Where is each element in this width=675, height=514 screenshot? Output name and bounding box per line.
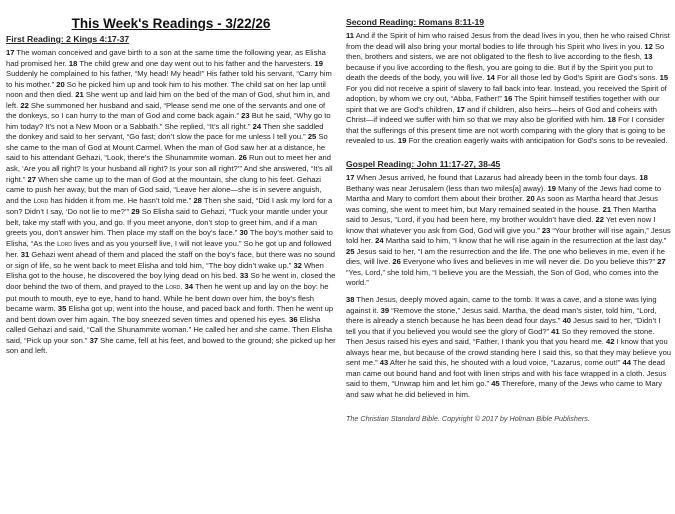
verse-number: 17 [346,173,355,183]
verse-number: 38 [346,295,355,305]
divine-name: Lord [165,284,181,292]
verse-number: 17 [456,104,465,114]
verse-number: 11 [346,31,355,40]
verse-number: 26 [238,153,247,163]
first-reading-text: 17 The woman conceived and gave birth to a son at the same time the following year, as Elisha had promised her. 18 The child grew and one day went out to his father and the harvesters. 19 Suddenly he complained to his father, “My head! My head!” His father told his servant, “Carry him to his mother.” 20 So he picked him up and took him to his mother. The child sat on her lap until noon and then died. 21 She went up and laid him on the bed of the man of God, shut him in, and left. 22 She summoned her husband and said, “Please send me one of the servants and one of the donkeys, so I can hurry to the man of God and come back again.” 23 But he said, “Why go to him today? It’s not a New Moon or a Sabbath.” She replied, “It’s all right.” 24 Then she saddled the donkey and said to her servant, “Go fast; don’t slow the pace for me unless I tell you.” 25 So she came to the man of God at Mount Carmel. When the man of God saw her at a distance, he said to his attendant Gehazi, “Look, there’s the Shunammite woman. 26 Run out to meet her and ask, ‘Are you all right? Is your husband all right? Is your son all right?’” And she answered, “It’s all right.” 27 When she came up to the man of God at the mountain, she clung to his feet. Gehazi came to push her away, but the man of God said, “Leave her alone—she is in severe anguish, and the Lord has hidden it from me. He hasn’t told me.” 28 Then she said, “Did I ask my lord for a son? Didn’t I say, ‘Do not lie to me?’” 29 So Elisha said to Gehazi, “Tuck your mantle under your belt, take my staff with you, and go. If you meet anyone, don’t stop to greet him, and if a man greets you, don’t answer him. Then place my staff on the boy’s face.” 30 The boy’s mother said to Elisha, “As the Lord lives and as you yourself live, I will not leave you.” So he got up and followed her. 31 Gehazi went ahead of them and placed the staff on the boy’s face, but there was no sound or sign of life, so he went back to meet Elisha and told him, “The boy didn’t wake up.” 32 When Elisha got to the house, he discovered the boy lying dead on his bed. 33 So he went in, closed the door behind the two of them, and prayed to the Lord. 34 Then he went up and lay on the boy: he put mouth to mouth, eye to eye, hand to hand. While he bent down over him, the boy’s flesh became warm. 35 Elisha got up, went into the house, and paced back and forth. Then he went up and bent down over him again. The boy sneezed seven times and opened his eyes. 36 Elisha called Gehazi and said, “Call the Shunammite woman.” He called her and she came. Then Elisha said, “Pick up your son.” 37 She came, fell at his feet, and bowed to the ground; she picked up her son and left. [6,48,336,356]
verse-number: 21 [602,204,612,214]
second-reading-heading: Second Reading: Romans 8:11-19 [346,17,485,27]
verse-number: 23 [541,225,551,235]
verse-number: 42 [606,337,615,347]
verse-number: 35 [57,304,67,314]
second-reading-text: 11 And if the Spirit of him who raised Jesus from the dead lives in you, then he who raised Christ from the dead will also bring your mortal bodies to life through his Spirit who lives in you. 12 So then, brothers and sisters, we are not obligated to the flesh to live according to the flesh, 13 because if you live according to the flesh, you are going to die. But if by the Spirit you put to death the deeds of the body, you will live. 14 For all those led by God’s Spirit are God’s sons. 15 For you did not receive a spirit of slavery to fall back into fear. Instead, you received the Spirit of adoption, by whom we cry out, “Abba, Father!” 16 The Spirit himself testifies together with our spirit that we are God’s children, 17 and if children, also heirs—heirs of God and coheirs with Christ—if indeed we suffer with him so that we may also be glorified with him. 18 For I consider that the sufferings of this present time are not worth comparing with the glory that is going to be revealed to us. 19 For the creation eagerly waits with anticipation for God’s sons to be revealed. [346,31,670,146]
verse-number: 37 [89,335,99,345]
verse-number: 41 [551,326,560,336]
verse-number: 19 [547,183,556,193]
footnote-link[interactable]: [a] [512,183,521,193]
verse-number: 40 [562,316,572,326]
verse-number: 44 [622,358,631,368]
divine-name: Lord [57,240,72,248]
verse-number: 14 [486,73,495,83]
verse-number: 18 [639,173,648,183]
verse-number: 25 [307,132,317,142]
gospel-reading-heading: Gospel Reading: John 11:17-27, 38-45 [346,159,501,170]
left-column [6,0,336,357]
verse-number: 29 [131,207,140,217]
verse-number: 23 [241,111,250,121]
verse-number: 13 [644,52,653,62]
gospel-paragraph-2: 38 Then Jesus, deeply moved again, came to the tomb. It was a cave, and a stone was lying against it. 39 “Remove the stone,” Jesus said. Martha, the dead man’s sister, told him, “Lord, there is already a stench because he has been dead four days.” 40 Jesus said to her, “Didn’t I tell you that if you believed you would see the glory of God?” 41 So they removed the stone. Then Jesus raised his eyes and said, “Father, I thank you that you heard me. 42 I know that you always hear me, but because of the crowd standing here I said this, so that they may believe you sent me.” 43 After he said this, he shouted with a loud voice, “Lazarus, come out!” 44 The dead man came out bound hand and foot with linen strips and with his face wrapped in a cloth. Jesus said to them, “Unwrap him and let him go.” 45 Therefore, many of the Jews who came to Mary and saw what he did believed in him. [346,295,672,399]
verse-number: 39 [380,305,390,315]
verse-number: 28 [193,195,202,205]
copyright-notice: The Christian Standard Bible. Copyright © 2017 by Holman Bible Publishers. [346,413,590,423]
verse-number: 24 [375,236,384,246]
right-column [346,0,672,424]
verse-number: 26 [392,257,401,267]
verse-number: 33 [239,271,249,281]
verse-number: 25 [346,246,355,256]
verse-number: 32 [293,260,302,270]
verse-number: 43 [379,358,389,368]
verse-number: 31 [20,250,30,260]
verse-number: 34 [184,282,194,292]
verse-number: 12 [644,41,653,51]
verse-number: 20 [56,79,65,89]
verse-number: 18 [607,115,616,125]
verse-number: 27 [27,174,36,184]
verse-number: 16 [503,94,513,104]
verse-number: 20 [526,194,535,204]
page-title: This Week's Readings - 3/22/26 [71,16,271,31]
verse-number: 27 [657,257,666,267]
verse-number: 17 [6,48,15,57]
verse-number: 21 [75,90,84,100]
verse-number: 18 [68,58,78,68]
verse-number: 15 [659,73,669,83]
verse-number: 24 [252,121,262,131]
gospel-paragraph-1: 17 When Jesus arrived, he found that Lazarus had already been in the tomb four days. 18 Bethany was near Jerusalem (less than two miles[a] away). 19 Many of the Jews had come to Martha and Mary to comfort them about their brother. 20 As soon as Martha heard that Jesus was coming, she went to meet him, but Mary remained seated in the house. 21 Then Martha said to Jesus, “Lord, if you had been here, my brother wouldn’t have died. 22 Yet even now I know that whatever you ask from God, God will give you.” 23 “Your brother will rise again,” Jesus told her. 24 Martha said to him, “I know that he will rise again in the resurrection at the last day.” 25 Jesus said to her, “I am the resurrection and the life. The one who believes in me, even if he dies, will live. 26 Everyone who lives and believes in me will never die. Do you believe this?” 27 “Yes, Lord,” she told him, “I believe you are the Messiah, the Son of God, who comes into the world.” [346,173,671,288]
verse-number: 30 [239,228,248,238]
divine-name: Lord [33,197,49,205]
verse-number: 45 [491,379,500,389]
verse-number: 22 [20,100,29,110]
verse-number: 36 [289,314,298,324]
verse-number: 22 [595,215,604,225]
first-reading-heading: First Reading: 2 Kings 4:17-37 [6,34,130,44]
verse-number: 19 [314,58,323,68]
verse-number: 19 [397,136,407,146]
